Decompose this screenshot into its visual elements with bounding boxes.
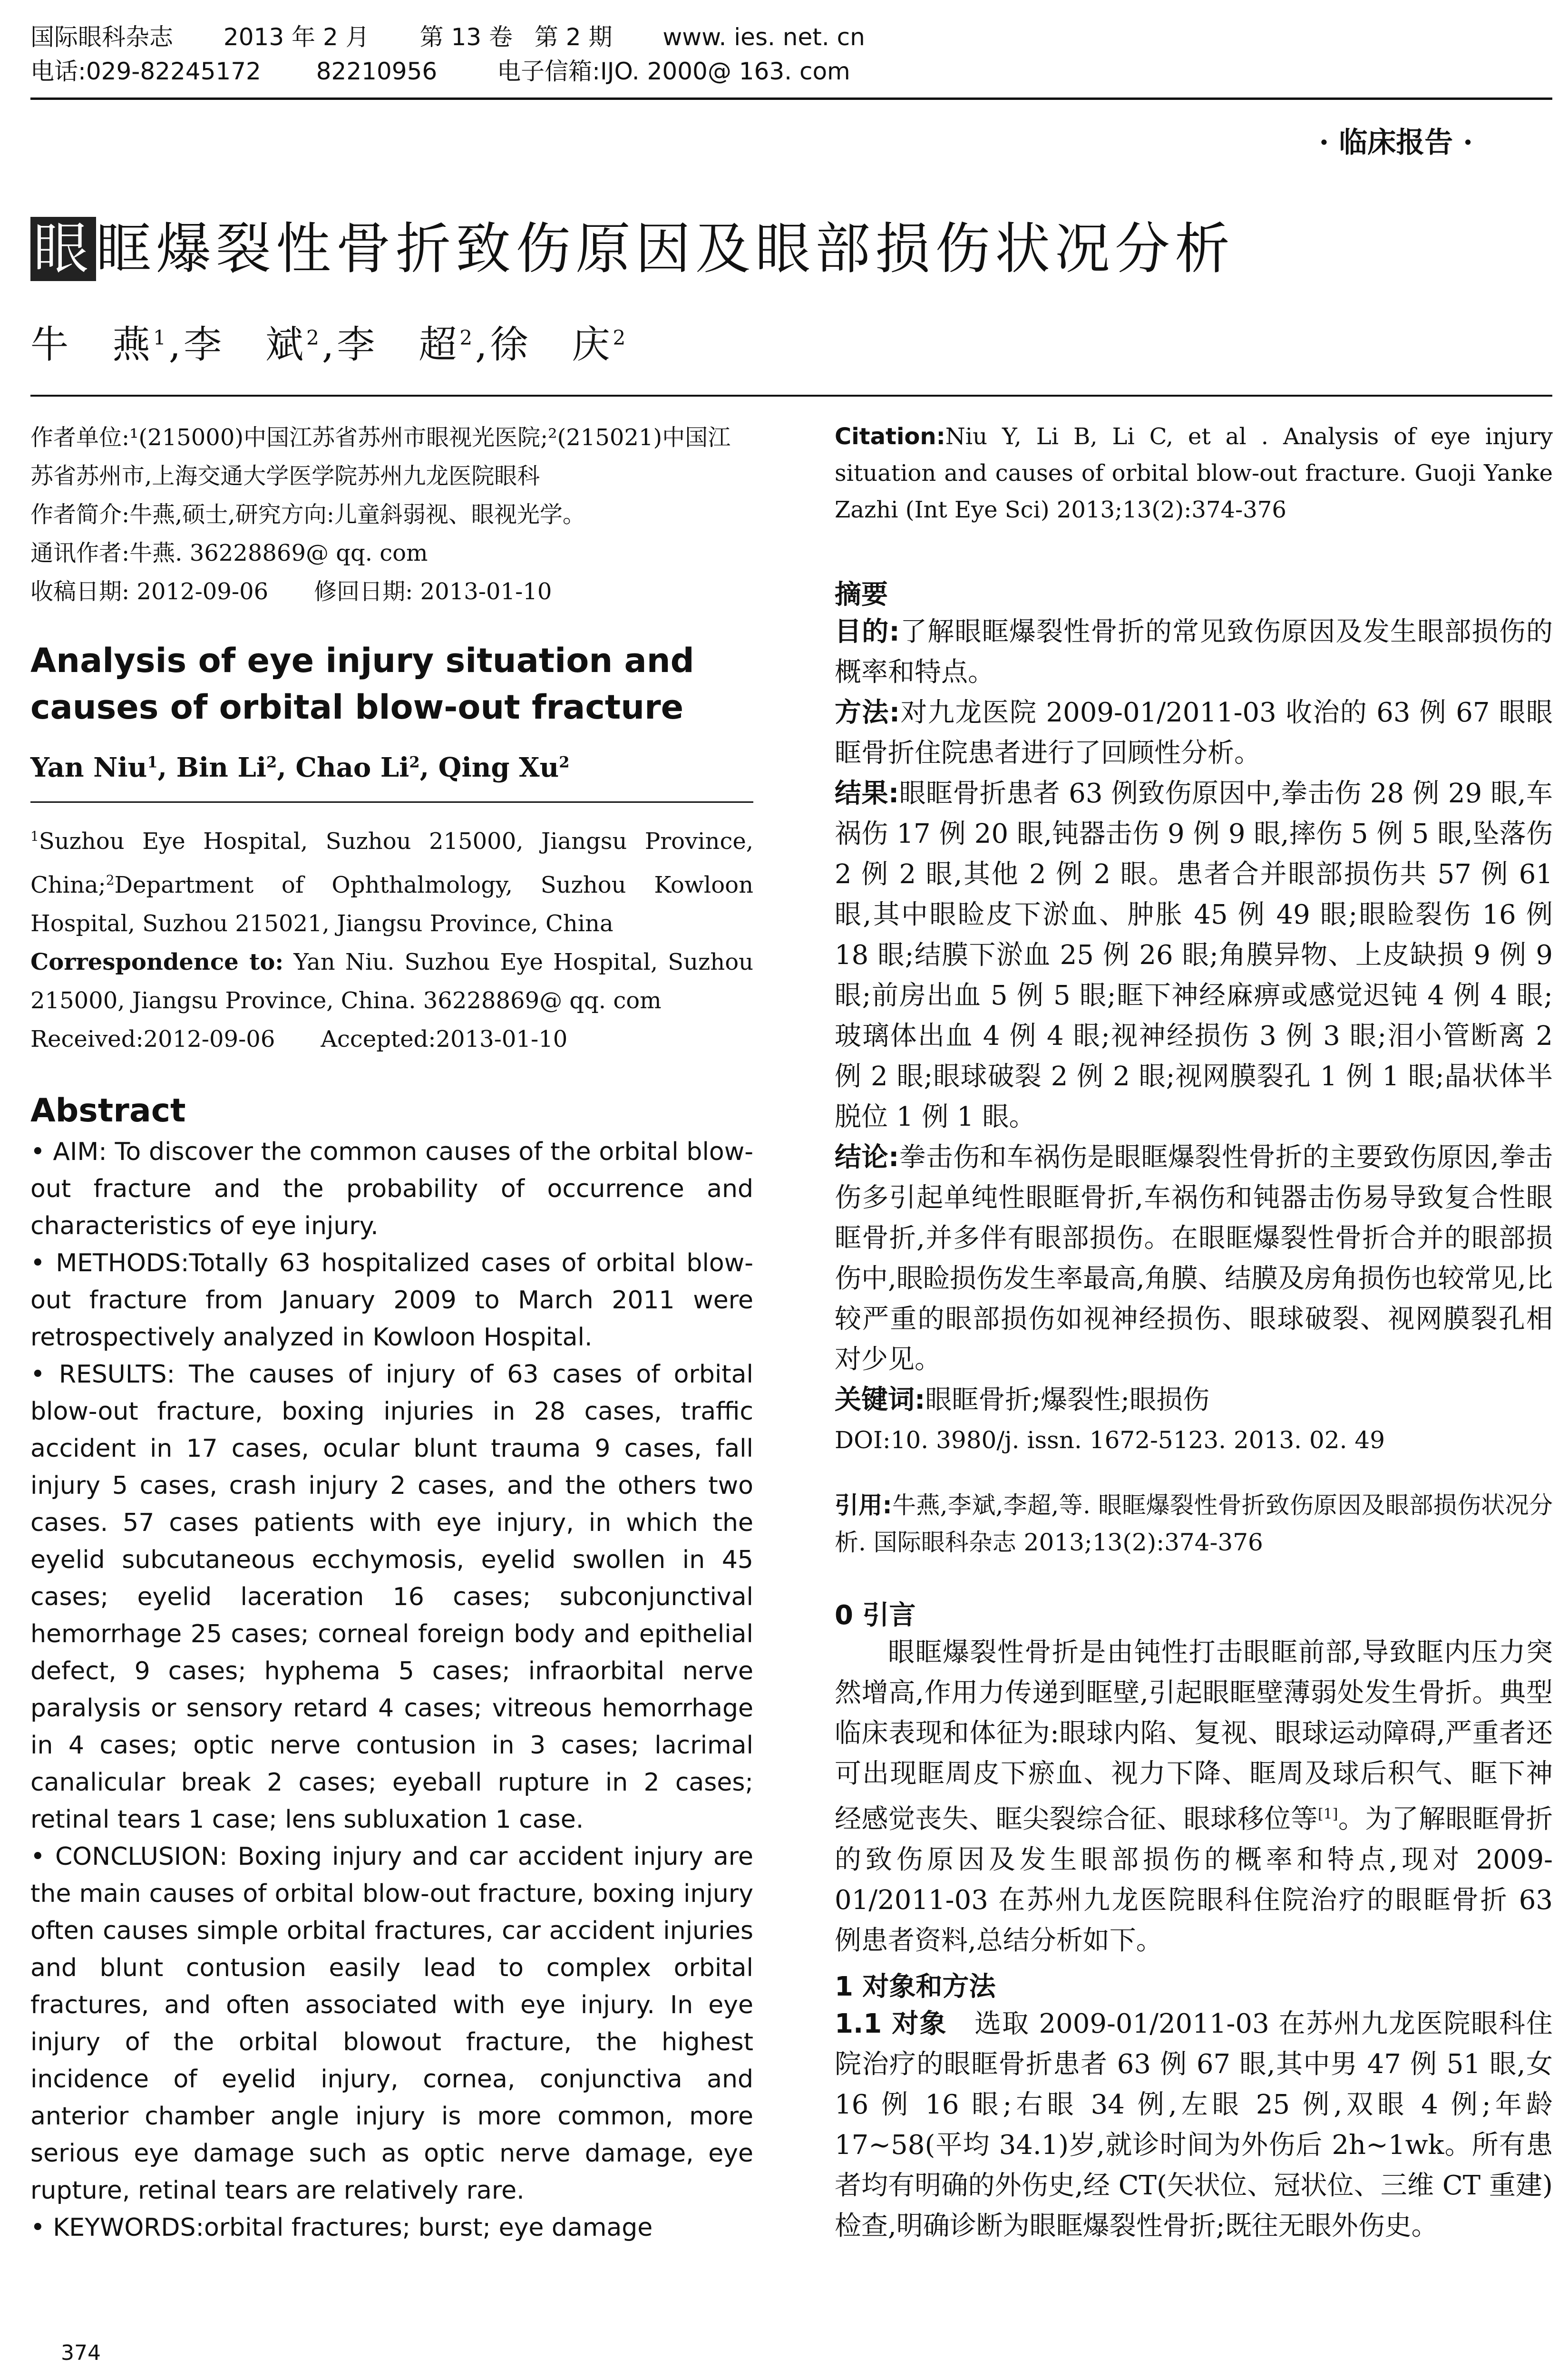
subjects-text: 选取 2009-01/2011-03 在苏州九龙医院眼科住院治疗的眼眶骨折患者 63 例 67 眼,其中男 47 例 51 眼,女 16 例 16 眼;右眼 34 例,左眼 25 例,双眼 4 例;年龄 17~58(平均 34.1)岁,就诊时间为外伤后 2h~1wk。所有患者均有明确的外伤史,经 CT(矢状位、冠状位、三维 CT 重建)检查,明确诊断为眼眶爆裂性骨折;既往无眼外伤史。 [835, 2008, 1553, 2241]
methods-heading: 1 对象和方法 [835, 1971, 996, 2002]
author-cn: 牛 燕 [30, 322, 153, 367]
correspondence-text: Yan Niu. Suzhou Eye Hospital, Suzhou 215000, Jiangsu Province, China. 36228869@ qq. com [30, 949, 754, 1014]
author-sup: 2 [266, 753, 277, 771]
cn-keywords-text: 眼眶骨折;爆裂性;眼损伤 [925, 1384, 1210, 1415]
cn-conclusion-label: 结论: [835, 1142, 899, 1173]
author-en: Bin Li [176, 752, 267, 783]
correspondence-label: Correspondence to: [30, 949, 284, 975]
cn-aim-text: 了解眼眶爆裂性骨折的常见致伤原因及发生眼部损伤的概率和特点。 [835, 616, 1553, 688]
intro-text [835, 1632, 1553, 1961]
cn-aim [835, 612, 1553, 692]
section-label: · 临床报告 · [1319, 126, 1473, 159]
abstract-keywords: • KEYWORDS:orbital fractures; burst; eye damage [30, 2209, 753, 2246]
author-en: Chao Li [295, 752, 409, 783]
author-sup: 2 [559, 753, 570, 771]
citation-text: Niu Y, Li B, Li C, et al . Analysis of eye injury situation and causes of orbital blow-out fracture. Guoji Yanke Zazhi (Int Eye Sci) 2013;13(2):374-376 [835, 423, 1553, 523]
abstract-conclusion: • CONCLUSION: Boxing injury and car accident injury are the main causes of orbital blow-out fracture, boxing injury often causes simple orbital fractures, car accident injuries and blunt contusion easily lead to complex orbital fractures, and often associated with eye injury. In eye injury of the orbital blowout fracture, the highest incidence of eyelid injury, cornea, conjunctiva and anterior chamber angle injury is more common, more serious eye damage such as optic nerve damage, eye rupture, retinal tears are relatively rare. [30, 1838, 753, 2209]
methods-subjects [835, 2004, 1553, 2246]
author-cn: 李 超 [337, 322, 460, 367]
english-title: Analysis of eye injury situation and causes of orbital blow-out fracture [30, 641, 694, 727]
author-sup: 1 [153, 326, 169, 350]
cn-conclusion-text: 拳击伤和车祸伤是眼眶爆裂性骨折的主要致伤原因,拳击伤多引起单纯性眼眶骨折,车祸伤和钝器击伤易导致复合性眼眶骨折,并多伴有眼部损伤。在眼眶爆裂性骨折合并的眼部损伤中,眼睑损伤发生率最高,角膜、结膜及房角损伤也较常见,比较严重的眼部损伤如视神经损伤、眼球破裂、视网膜裂孔相对少见。 [835, 1142, 1553, 1375]
affiliations-cn [30, 419, 753, 611]
english-affiliation: $^1$Suzhou Eye Hospital, Suzhou 215000, Jiangsu Province, China;$^2$Department of Ophthalmology, Suzhou Kowloon Hospital, Suzhou 215021, Jiangsu Province, China Correspondence to: Yan Niu. Suzhou Eye Hospital, Suzhou 215000, Jiangsu Province, China. 36228869@ qq. com Received:2012-09-06 Accepted:2013-01-10 [30, 828, 754, 1052]
received-dates: 收稿日期: 2012-09-06 修回日期: 2013-01-10 [30, 578, 552, 605]
title-rest: 眶爆裂性骨折致伤原因及眼部损伤状况分析 [96, 217, 1235, 281]
journal-header [30, 20, 1552, 88]
intro-body-2: 。为了解眼眶骨折的致伤原因及发生眼部损伤的概率和特点,现对 2009-01/2011-03 在苏州九龙医院眼科住院治疗的眼眶骨折 63 例患者资料,总结分析如下。 [835, 1803, 1553, 1956]
title-divider [30, 395, 1552, 397]
author-en: Qing Xu [438, 752, 559, 783]
abstract-results: • RESULTS: The causes of injury of 63 cases of orbital blow-out fracture, boxing injuries in 28 cases, traffic accident in 17 cases, ocular blunt trauma 9 cases, fall injury 5 cases, crash injury 2 cases, and the others two cases. 57 cases patients with eye injury, in which the eyelid subcutaneous ecchymosis, eyelid swollen in 45 cases; eyelid laceration 16 cases; subconjunctival hemorrhage 25 cases; corneal foreign body and epithelial defect, 9 cases; hyphema 5 cases; infraorbital nerve paralysis or sensory retard 4 cases; vitreous hemorrhage in 4 cases; optic nerve contusion in 3 cases; lacrimal canalicular break 2 cases; eyeball rupture in 2 cases; retinal tears 1 case; lens subluxation 1 case. [30, 1356, 753, 1838]
email-link[interactable]: 电子信箱:IJO. 2000@ 163. com [497, 58, 850, 85]
author-en: Yan Niu [30, 752, 147, 783]
issue: 第 2 期 [534, 23, 613, 51]
phone: 电话:029-82245172 [30, 58, 261, 85]
cn-aim-label: 目的: [835, 616, 900, 647]
affiliation-en-1: Suzhou Eye Hospital, Suzhou 215000, Jiangsu Province, China; [30, 828, 753, 898]
cn-results [835, 773, 1553, 1137]
cn-methods-text: 对九龙医院 2009-01/2011-03 收治的 63 例 67 眼眼眶骨折住院患者进行了回顾性分析。 [835, 697, 1553, 769]
intro-heading: 0 引言 [835, 1600, 916, 1631]
cn-methods-label: 方法: [835, 697, 900, 728]
author-cn: 李 斌 [184, 322, 307, 367]
cn-citation-label: 引用: [835, 1491, 892, 1519]
affiliation-en-2: Department of Ophthalmology, Suzhou Kowloon Hospital, Suzhou 215021, Jiangsu Province, China [30, 872, 753, 937]
received-accepted: Received:2012-09-06 Accepted:2013-01-10 [30, 1026, 568, 1052]
author-sup: 1 [147, 753, 158, 771]
author-bio: 作者简介:牛燕,硕士,研究方向:儿童斜弱视、眼视光学。 [30, 501, 585, 528]
author-sup: 2 [409, 753, 420, 771]
journal-name: 国际眼科杂志 [30, 23, 173, 51]
cn-conclusion [835, 1137, 1553, 1380]
subjects-label: 1.1 对象 [835, 2008, 947, 2039]
volume: 第 13 卷 [419, 23, 513, 51]
page-title [30, 205, 1235, 284]
citation [835, 419, 1553, 528]
citation-label: Citation: [835, 423, 945, 450]
cn-citation [835, 1487, 1553, 1561]
author-cn: 徐 庆 [490, 322, 613, 367]
author-sup: 2 [613, 326, 629, 350]
reference-marker[interactable]: [1] [1317, 1806, 1338, 1822]
header-divider [30, 97, 1552, 100]
affiliation-line: 作者单位:¹(215000)中国江苏省苏州市眼视光医院;²(215021)中国江苏省苏州市,上海交通大学医学院苏州九龙医院眼科 [30, 424, 731, 489]
left-column [30, 419, 753, 2246]
title-first-char: 眼 [30, 217, 96, 281]
abstract-aim: • AIM: To discover the common causes of the orbital blow-out fracture and the probability of occurrence and characteristics of eye injury. [30, 1133, 753, 1245]
cn-methods [835, 692, 1553, 773]
authors-cn: 牛 燕$^1$,李 斌$^2$,李 超$^2$,徐 庆$^2$ [30, 322, 629, 367]
phone2: 82210956 [316, 58, 438, 85]
english-authors: Yan Niu$^1$, Bin Li$^2$, Chao Li$^2$, Qing Xu$^2$ [30, 752, 570, 783]
doi[interactable]: DOI:10. 3980/j. issn. 1672-5123. 2013. 02. 49 [835, 1426, 1385, 1454]
page-number: 374 [61, 2341, 101, 2365]
intro-body: 眼眶爆裂性骨折是由钝性打击眼眶前部,导致眶内压力突然增高,作用力传递到眶壁,引起眼眶壁薄弱处发生骨折。典型临床表现和体征为:眼球内陷、复视、眼球运动障碍,严重者还可出现眶周皮下瘀血、视力下降、眶周及球后积气、眶下神经感觉丧失、眶尖裂综合征、眼球移位等 [835, 1637, 1553, 1835]
abstract-methods: • METHODS:Totally 63 hospitalized cases of orbital blow-out fracture from January 2009 to March 2011 were retrospectively analyzed in Kowloon Hospital. [30, 1245, 753, 1356]
cn-results-label: 结果: [835, 778, 899, 809]
cn-results-text: 眼眶骨折患者 63 例致伤原因中,拳击伤 28 例 29 眼,车祸伤 17 例 20 眼,钝器击伤 9 例 9 眼,摔伤 5 例 5 眼,坠落伤 2 例 2 眼,其他 2 例 2 眼。患者合并眼部损伤共 57 例 61 眼,其中眼睑皮下淤血、肿胀 45 例 49 眼;眼睑裂伤 16 例 18 眼;结膜下淤血 25 例 26 眼;角膜异物、上皮缺损 9 例 9 眼;前房出血 5 例 5 眼;眶下神经麻痹或感觉迟钝 4 例 4 眼;玻璃体出血 4 例 4 眼;视神经损伤 3 例 3 眼;泪小管断离 2 例 2 眼;眼球破裂 2 例 2 眼;视网膜裂孔 1 例 1 眼;晶状体半脱位 1 例 1 眼。 [835, 778, 1553, 1132]
author-sup: 2 [306, 326, 322, 350]
abstract-heading: Abstract [30, 1092, 186, 1130]
issue-date: 2013 年 2 月 [223, 23, 370, 51]
cn-abstract-heading: 摘要 [835, 579, 888, 610]
website-link[interactable]: www. ies. net. cn [662, 23, 865, 51]
author-sup: 2 [459, 326, 476, 350]
cn-keywords-label: 关键词: [835, 1384, 925, 1415]
affiliation-divider [30, 801, 753, 803]
corresponding-author: 通讯作者:牛燕. 36228869@ qq. com [30, 540, 428, 566]
cn-citation-text: 牛燕,李斌,李超,等. 眼眶爆裂性骨折致伤原因及眼部损伤状况分析. 国际眼科杂志 2013;13(2):374-376 [835, 1491, 1553, 1556]
cn-keywords [835, 1380, 1553, 1420]
right-column [835, 419, 1553, 2246]
